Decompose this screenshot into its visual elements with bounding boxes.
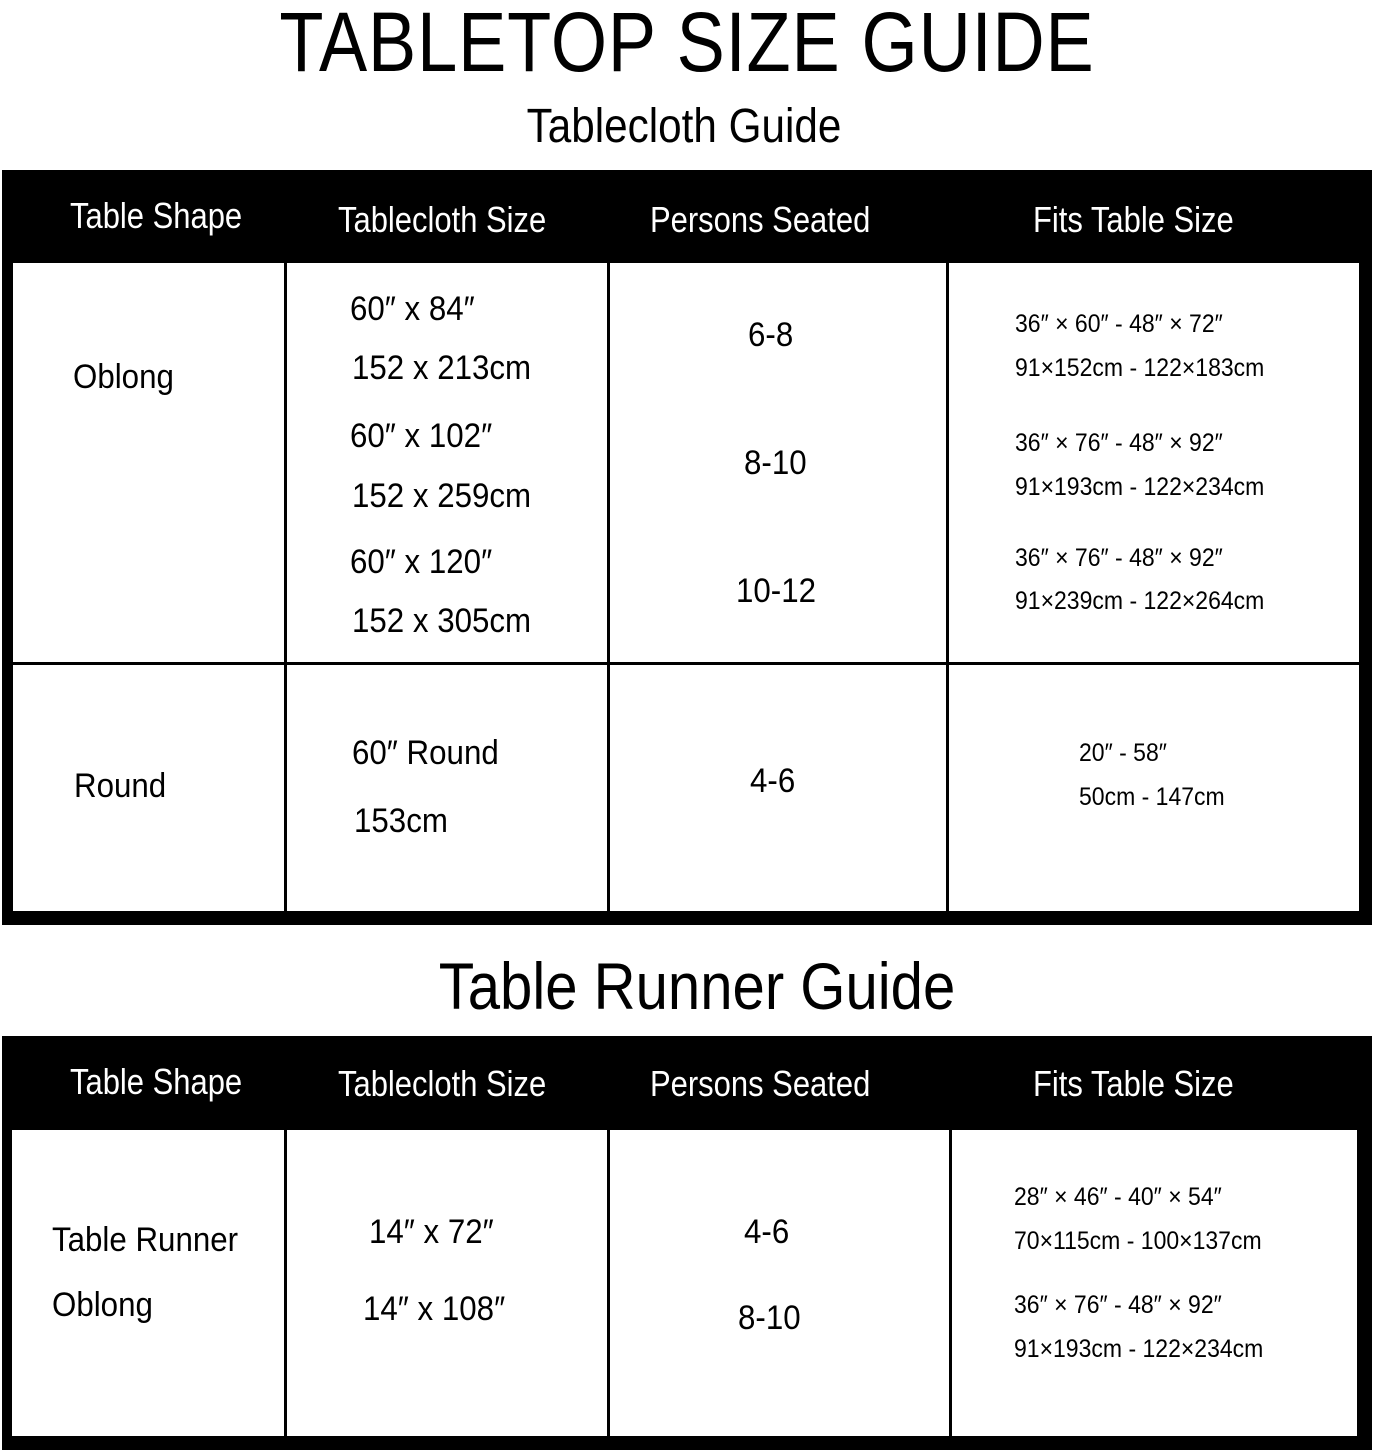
column-divider: [946, 263, 949, 911]
fits-size-inches: 36″ × 76″ - 48″ × 92″: [1015, 544, 1223, 572]
size-inches: 14″ x 72″: [369, 1213, 494, 1251]
table-runner-guide-title: Table Runner Guide: [438, 949, 956, 1023]
fits-size-inches: 20″ - 58″: [1079, 739, 1167, 767]
table-runner-table: [2, 1036, 1372, 1450]
persons-seated: 6-8: [748, 316, 794, 354]
size-inches: 60″ x 102″: [350, 417, 493, 455]
row-divider: [13, 662, 1359, 665]
size-cm: 152 x 213cm: [352, 349, 532, 387]
persons-seated: 10-12: [736, 572, 817, 610]
fits-size-cm: 91×152cm - 122×183cm: [1015, 354, 1265, 382]
size-inches: 14″ x 108″: [363, 1290, 506, 1328]
fits-size-cm: 91×193cm - 122×234cm: [1014, 1335, 1264, 1363]
header-fits-table-size: Fits Table Size: [1033, 1063, 1234, 1104]
shape-oblong: Oblong: [73, 358, 174, 396]
tablecloth-guide-title: Tablecloth Guide: [526, 100, 842, 153]
fits-size-cm: 50cm - 147cm: [1079, 783, 1225, 811]
fits-size-cm: 70×115cm - 100×137cm: [1014, 1227, 1262, 1255]
fits-size-cm: 91×193cm - 122×234cm: [1015, 473, 1265, 501]
header-table-shape: Table Shape: [70, 195, 243, 236]
header-persons-seated: Persons Seated: [650, 1063, 871, 1104]
persons-seated: 8-10: [744, 444, 807, 482]
size-inches: 60″ Round: [352, 734, 499, 772]
persons-seated: 4-6: [750, 762, 796, 800]
size-inches: 60″ x 120″: [350, 543, 493, 581]
size-cm: 152 x 305cm: [352, 602, 532, 640]
column-divider: [284, 263, 287, 911]
header-table-shape: Table Shape: [70, 1061, 243, 1102]
column-divider: [607, 1130, 610, 1436]
column-divider: [949, 1130, 952, 1436]
column-divider: [607, 263, 610, 911]
fits-size-inches: 36″ × 60″ - 48″ × 72″: [1015, 310, 1223, 338]
page-title: TABLETOP SIZE GUIDE: [279, 0, 1095, 89]
fits-size-inches: 28″ × 46″ - 40″ × 54″: [1014, 1183, 1222, 1211]
shape-oblong: Oblong: [52, 1286, 153, 1324]
shape-round: Round: [74, 767, 167, 805]
header-fits-table-size: Fits Table Size: [1033, 199, 1234, 240]
column-divider: [284, 1130, 287, 1436]
header-tablecloth-size: Tablecloth Size: [338, 199, 547, 240]
fits-size-inches: 36″ × 76″ - 48″ × 92″: [1015, 429, 1223, 457]
size-cm: 152 x 259cm: [352, 477, 532, 515]
shape-table-runner: Table Runner: [52, 1221, 239, 1259]
fits-size-inches: 36″ × 76″ - 48″ × 92″: [1014, 1291, 1222, 1319]
fits-size-cm: 91×239cm - 122×264cm: [1015, 587, 1265, 615]
persons-seated: 8-10: [738, 1299, 801, 1337]
size-cm: 153cm: [354, 802, 448, 840]
tablecloth-table: [2, 170, 1372, 925]
header-tablecloth-size: Tablecloth Size: [338, 1063, 547, 1104]
tablecloth-table-body: [13, 263, 1359, 911]
table-runner-table-body: [12, 1130, 1357, 1436]
persons-seated: 4-6: [744, 1213, 790, 1251]
size-inches: 60″ x 84″: [350, 290, 475, 328]
header-persons-seated: Persons Seated: [650, 199, 871, 240]
